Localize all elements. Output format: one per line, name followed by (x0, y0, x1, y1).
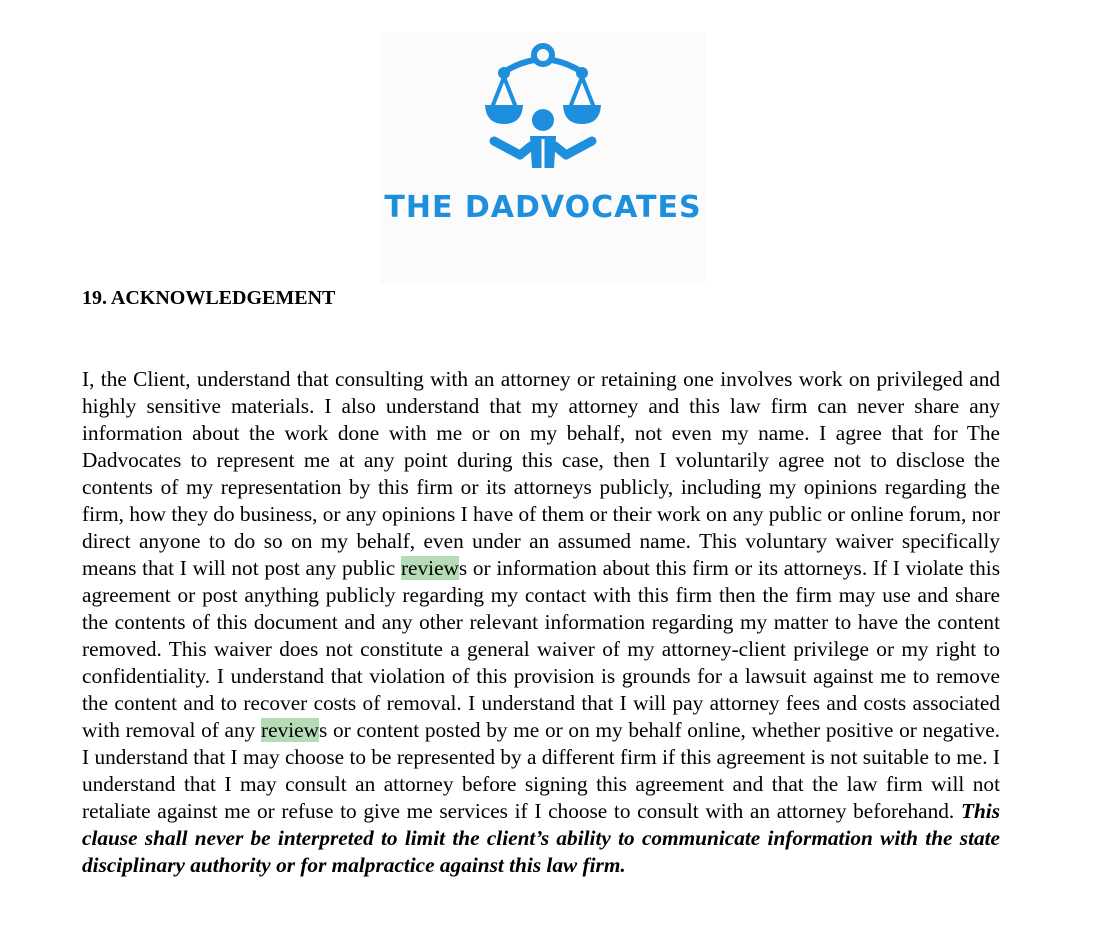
paragraph-text-part1: I, the Client, understand that consulting with an attorney or retaining one involves work on privileged and highly sensitive materials. I also understand that my attorney and this law firm can never share any information about the work done with me or on my behalf, not even my name. I agree that for The Dadvocates to represent me at any point during this case, then I voluntarily agree not to disclose the contents of my representation by this firm or its attorneys publicly, including my opinions regarding the firm, how they do business, or any opinions I have of them or their work on any public or online forum, nor direct anyone to do so on my behalf, even under an assumed name. This voluntary waiver specifically means that I will not post any public (82, 367, 1000, 580)
scales-of-justice-person-icon (484, 41, 602, 169)
paragraph-text-part2: s or information about this firm or its attorneys. If I violate this agreement or post anything publicly regarding my contact with this firm then the firm may use and share the contents of this document and any other relevant information regarding my matter to have the content removed. This waiver does not constitute a general waiver of my attorney-client privilege or my right to confidentiality. I understand that violation of this provision is grounds for a lawsuit against me to remove the content and to recover costs of removal. I understand that I will pay attorney fees and costs associated with removal of any (82, 556, 1001, 742)
section-title: 19. ACKNOWLEDGEMENT (82, 287, 336, 309)
highlighted-word: review (261, 718, 319, 742)
highlighted-word: review (400, 556, 459, 580)
acknowledgement-paragraph (82, 366, 1000, 879)
paragraph-text-part3: s or content posted by me or on my behalf online, whether positive or negative. I understand that I may choose to be represented by a different firm if this agreement is not suitable to me. I understand that I may consult an attorney before signing this agreement and that the law firm will not retaliate against me or refuse to give me services if I choose to consult with an attorney beforehand. (82, 718, 1000, 823)
logo-wordmark: THE DADVOCATES (384, 190, 702, 225)
logo (380, 33, 706, 283)
bold-italic-clause: This clause shall never be interpreted to limit the client’s ability to communicate information with the state disciplinary authority or for malpractice against this law firm. (82, 799, 1000, 877)
